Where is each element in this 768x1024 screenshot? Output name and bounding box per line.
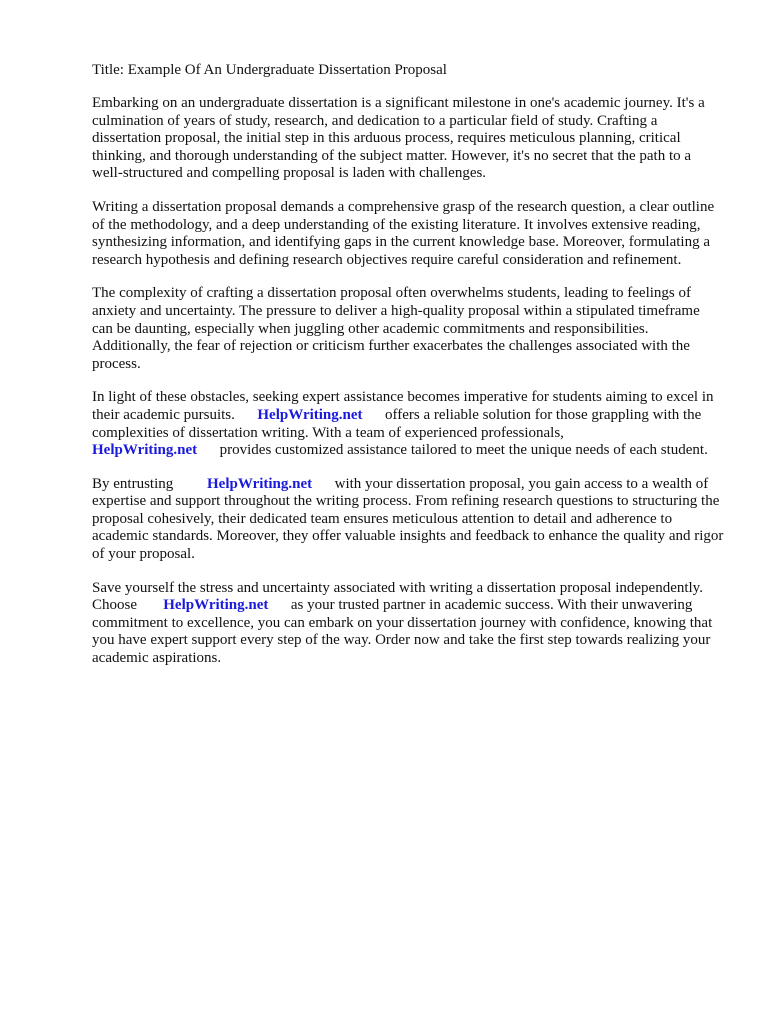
paragraph-5-text-a: By entrusting — [92, 475, 174, 492]
paragraph-1: Embarking on an undergraduate dissertation is a significant milestone in one's academic journey. It's a culmination of years of study, research, and dedication to a particular field of study. Crafting a dissertation proposal, the initial step in this arduous process, requires meticulous planning, critical thinking, and thorough understanding of the subject matter. However, it's no secret that the path to a well-structured and compelling proposal is laden with challenges. — [92, 95, 705, 182]
paragraph-6-text-a: Save yourself the stress and uncertainty associated with writing a dissertation proposal independently. Choose — [92, 579, 703, 614]
paragraph-4-text-a: In light of these obstacles, seeking expert assistance becomes imperative for students aiming to excel in their academic pursuits. — [92, 389, 714, 423]
helpwriting-link[interactable]: HelpWriting.net — [257, 406, 363, 423]
paragraph-5 — [92, 476, 724, 564]
helpwriting-link[interactable]: HelpWriting.net — [92, 442, 198, 459]
helpwriting-link[interactable]: HelpWriting.net — [163, 597, 269, 614]
paragraph-3: The complexity of crafting a dissertation proposal often overwhelms students, leading to feelings of anxiety and uncertainty. The pressure to deliver a high-quality proposal within a stipulated timeframe can be daunting, especially when juggling other academic commitments and responsibilities. Additionally, the fear of rejection or criticism further exacerbates the challenges associated with the process. — [92, 285, 700, 372]
document-title: Title: Example Of An Undergraduate Dissertation Proposal — [92, 62, 447, 78]
paragraph-4-text-c: provides customized assistance tailored to meet the unique needs of each student. — [219, 442, 708, 459]
paragraph-6 — [92, 580, 724, 668]
paragraph-6-text-b: as your trusted partner in academic success. With their unwavering commitment to excellence, you can embark on your dissertation journey with confidence, knowing that you have expert support every step of the way. Order now and take the first step towards realizing your academic aspirations. — [92, 597, 713, 667]
helpwriting-link[interactable]: HelpWriting.net — [207, 475, 313, 492]
paragraph-4-text-b: offers a reliable solution for those grappling with the complexities of dissertation writing. With a team of experienced professionals, — [92, 406, 702, 441]
paragraph-2: Writing a dissertation proposal demands a comprehensive grasp of the research question, a clear outline of the methodology, and a deep understanding of the existing literature. It involves extensive reading, synthesizing information, and identifying gaps in the current knowledge base. Moreover, formulating a research hypothesis and defining research objectives require careful consideration and refinement. — [92, 198, 715, 268]
paragraph-4 — [92, 389, 724, 459]
paragraph-5-text-b: with your dissertation proposal, you gain access to a wealth of expertise and support throughout the writing process. From refining research questions to structuring the proposal cohesively, their dedicated team ensures meticulous attention to detail and adherence to academic standards. Moreover, they offer valuable insights and feedback to enhance the quality and rigor of your proposal. — [92, 475, 724, 563]
